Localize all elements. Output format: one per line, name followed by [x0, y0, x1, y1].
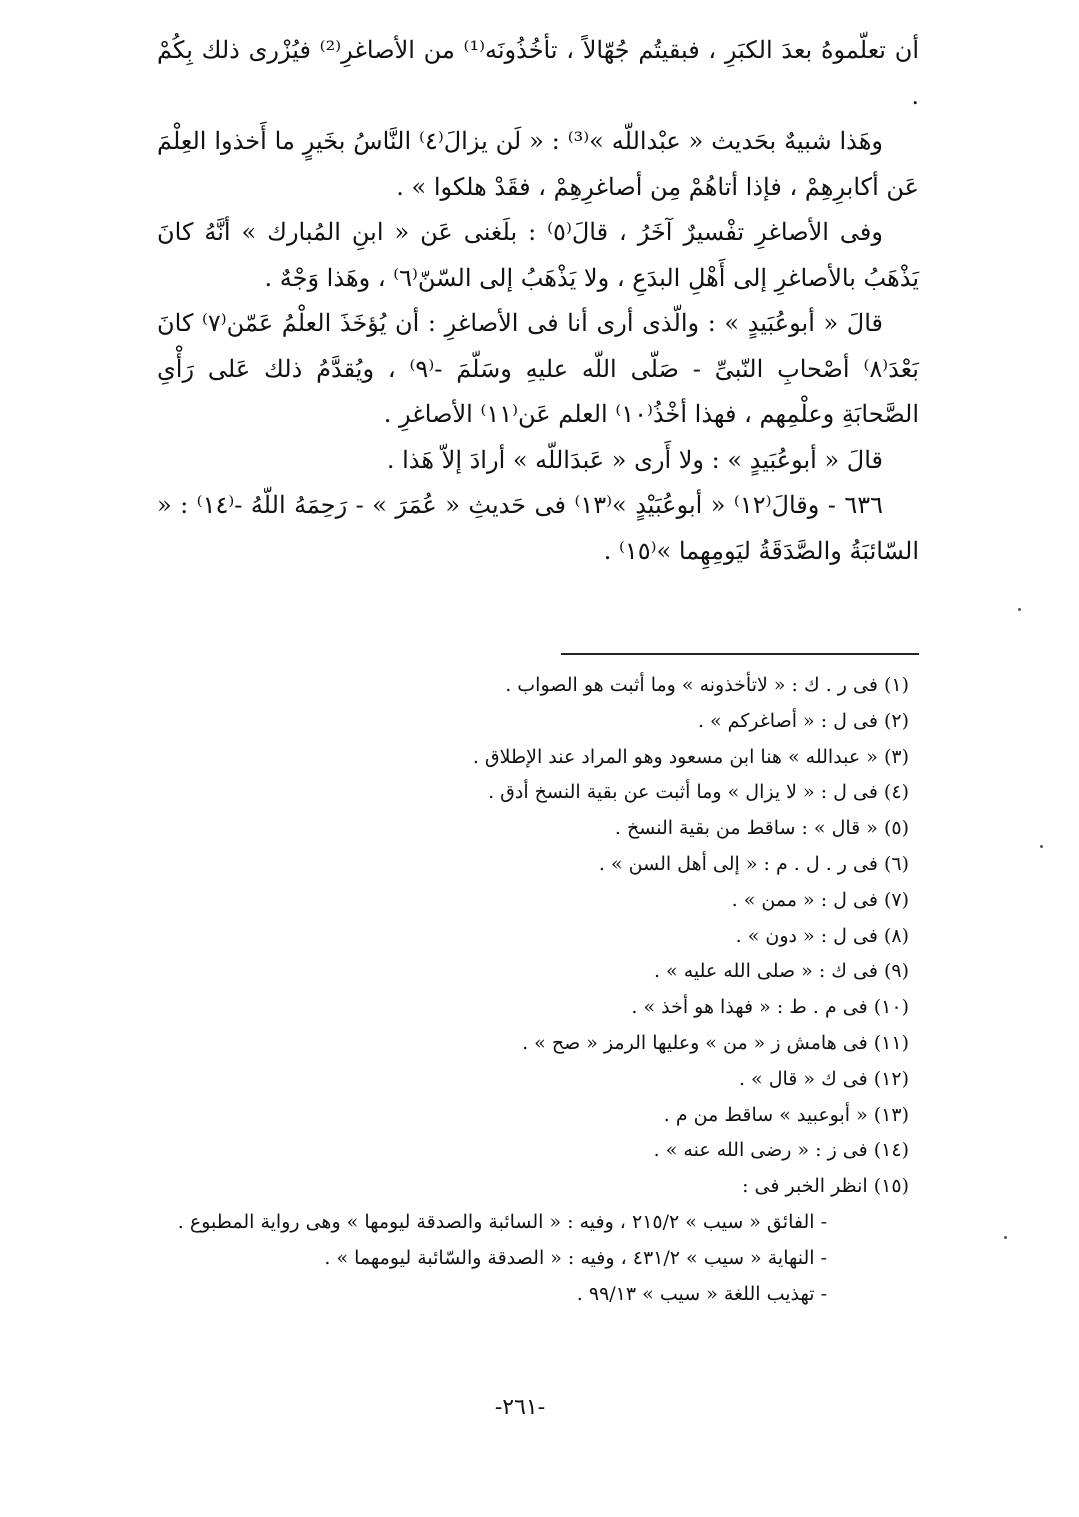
paragraph-5: قالَ « أبوعُبَيدٍ » : ولا أَرى « عَبدَاللّه » أرادَ إلاّ هَذا .	[386, 445, 883, 474]
footnote-4: (٤) فى ل : « لا يزال » وما أثبت عن بقية النسخ أدق .	[488, 781, 909, 804]
scan-speck	[1040, 845, 1043, 848]
footnote-13: (١٣) « أبوعبيد » ساقط من م .	[663, 1103, 909, 1126]
reference-3: - تهذيب اللغة « سيب » ٩٩/١٣ .	[576, 1282, 827, 1305]
scan-speck	[1018, 608, 1021, 611]
footnote-3: (٣) « عبدالله » هنا ابن مسعود وهو المراد عند الإطلاق .	[472, 745, 909, 768]
footnote-divider	[561, 653, 919, 655]
footnote-8: (٨) فى ل : « دون » .	[735, 924, 909, 947]
footnote-7: (٧) فى ل : « ممن » .	[731, 888, 909, 911]
footnote-14: (١٤) فى ز : « رضى الله عنه » .	[653, 1139, 909, 1162]
page-number: -٢٦١-	[494, 1395, 546, 1420]
reference-2: - النهاية « سيب » ٤٣١/٢ ، وفيه : « الصدقة والسّائبة ليومهما » .	[324, 1246, 827, 1269]
paragraph-4: قالَ « أبوعُبَيدٍ » : والّذى أرى أنا فى الأصاغرِ : أن يُؤخَذَ العلْمُ عَمّن⁽٧⁾ كانَ بَعْدَ⁽٨⁾ أصْحابِ النّبىِّ - صَلّى اللّه عليهِ وسَلّمَ -⁽٩⁾ ، ويُقدَّمُ ذلك عَلى رَأْىِ الصَّحابَةِ وعلْمِهم ، فهذا أخْذُ⁽١٠⁾ العلم عَن⁽١١⁾ الأصاغرِ .	[157, 309, 919, 428]
footnote-11: (١١) فى هامش ز « من » وعليها الرمز « صح » .	[522, 1031, 909, 1054]
footnote-5: (٥) « قال » : ساقط من بقية النسخ .	[614, 817, 909, 840]
footnote-9: (٩) فى ك : « صلى الله عليه » .	[653, 960, 909, 983]
footnote-6: (٦) فى ر . ل . م : « إلى أهل السن » .	[598, 852, 909, 875]
footnote-1: (١) فى ر . ك : « لاتأخذونه » وما أثبت هو الصواب .	[505, 674, 909, 696]
footnote-15: (١٥) انظر الخبر فى :	[742, 1175, 909, 1198]
footnote-2: (٢) فى ل : « أصاغركم » .	[697, 709, 909, 732]
reference-1: - الفائق « سيب » ٢١٥/٢ ، وفيه : « السائبة والصدقة ليومها » وهى رواية المطبوع .	[177, 1210, 827, 1233]
main-text	[157, 28, 919, 574]
paragraph-3: وفى الأصاغرِ تفْسيرٌ آخَرُ ، قالَ⁽٥⁾ : بلَغنى عَن « ابنِ المُبارك » أنَّهُ كانَ يَذْهَبُ بالأصاغرِ إلى أَهْلِ البدَعِ ، ولا يَذْهَبُ إلى السّنّ⁽٦⁾ ، وهَذا وَجْهٌ .	[157, 218, 919, 292]
footnote-10: (١٠) فى م . ط : « فهذا هو أخذ » .	[631, 996, 909, 1019]
scan-speck	[1004, 1236, 1007, 1239]
footnotes	[149, 668, 909, 1312]
paragraph-1: أن تعلّموهُ بعدَ الكبَرِ ، فبقيتُم جُهّالاً ، تأخُذُونَه⁽¹⁾ من الأصاغرِ⁽²⁾ فيُزْرى ذلك بِكُمْ .	[157, 36, 920, 110]
footnote-12: (١٢) فى ك « قال » .	[738, 1067, 909, 1090]
paragraph-2: وهَذا شبيهٌ بحَديث « عبْداللّه »⁽³⁾ : « لَن يزالَ⁽٤⁾ النَّاسُ بخَيرٍ ما أَخذوا العِلْمَ عَن أكابرِهِمْ ، فإذا أتاهُمْ مِن أصاغرِهِمْ ، فقَدْ هلكوا » .	[157, 127, 919, 201]
paragraph-6: ٦٣٦ - وقالَ⁽١٢⁾ « أبوعُبَيْدٍ »⁽١٣⁾ فى حَديثِ « عُمَرَ » - رَحِمَهُ اللّهُ -⁽١٤⁾ : « السّائبَةُ والصَّدَقَةُ ليَومِهِما »⁽١٥⁾ .	[157, 491, 919, 565]
